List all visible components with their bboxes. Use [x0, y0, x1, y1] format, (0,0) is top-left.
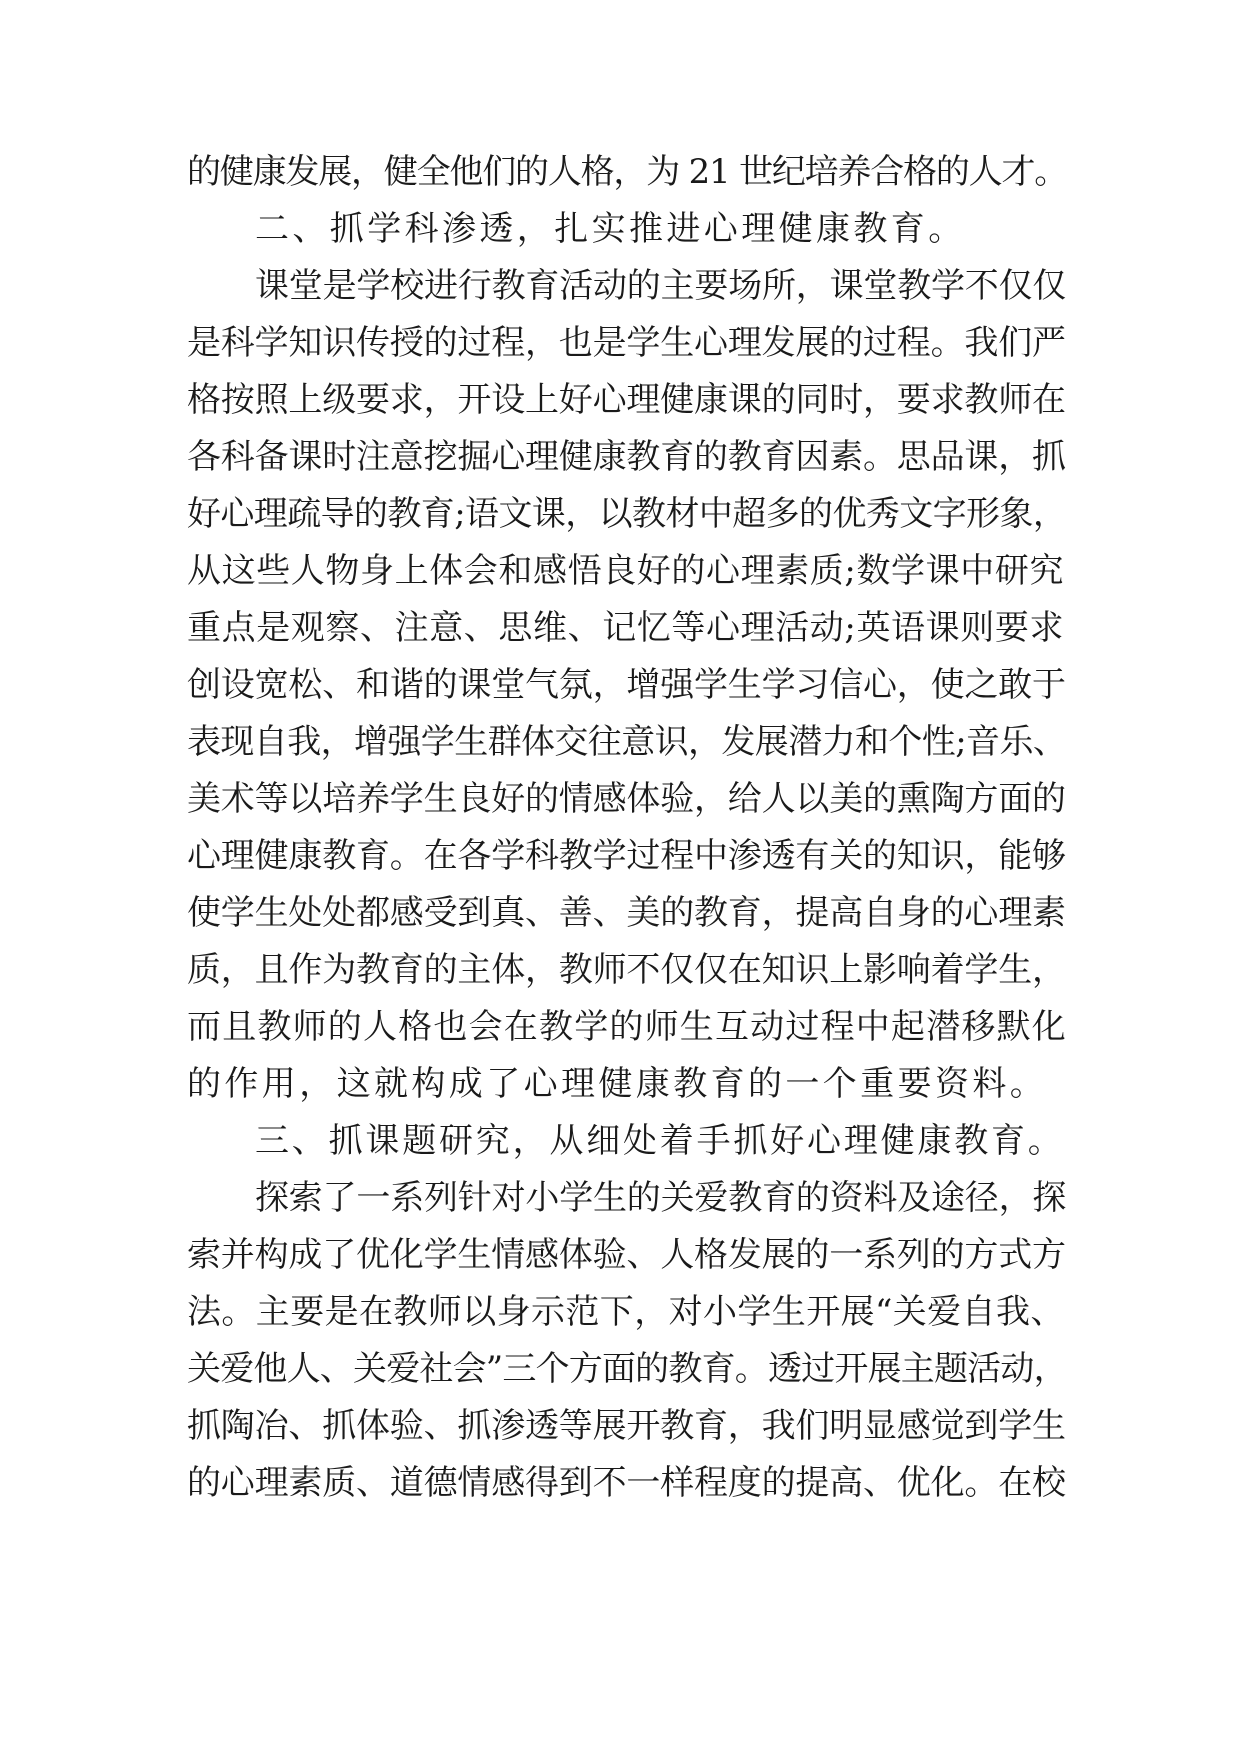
text-line: 课堂是学校进行教育活动的主要场所，课堂教学不仅仅: [255, 266, 1067, 306]
text-line: 是科学知识传授的过程，也是学生心理发展的过程。我们严: [187, 323, 1066, 363]
text-line: 重点是观察、注意、思维、记忆等心理活动;英语课则要求: [187, 608, 1065, 648]
text-line: 探索了一系列针对小学生的关爱教育的资料及途径，探: [255, 1178, 1067, 1218]
text-line: 从这些人物身上体会和感悟良好的心理素质;数学课中研究: [187, 551, 1065, 591]
section-heading: 三、抓课题研究，从细处着手抓好心理健康教育。: [255, 1121, 1065, 1161]
text-line: 好心理疏导的教育;语文课，以教材中超多的优秀文字形象，: [187, 494, 1067, 534]
text-line: 关爱他人、关爱社会”三个方面的教育。透过开展主题活动，: [187, 1349, 1067, 1389]
text-line: 质，且作为教育的主体，教师不仅仅在知识上影响着学生，: [187, 950, 1066, 990]
text-line: 的健康发展，健全他们的人格，为 21 世纪培养合格的人才。: [187, 152, 1068, 192]
text-line: 格按照上级要求，开设上好心理健康课的同时，要求教师在: [187, 380, 1066, 420]
text-line: 而且教师的人格也会在教学的师生互动过程中起潜移默化: [187, 1007, 1067, 1047]
text-line: 创设宽松、和谐的课堂气氛，增强学生学习信心，使之敢于: [187, 665, 1066, 705]
text-line: 法。主要是在教师以身示范下，对小学生开展“关爱自我、: [187, 1292, 1065, 1332]
section-heading: 二、抓学科渗透，扎实推进心理健康教育。: [255, 209, 966, 249]
text-line: 心理健康教育。在各学科教学过程中渗透有关的知识，能够: [187, 836, 1066, 876]
text-line: 的作用，这就构成了心理健康教育的一个重要资料。: [187, 1064, 1048, 1104]
text-line: 的心理素质、道德情感得到不一样程度的提高、优化。在校: [187, 1463, 1066, 1503]
text-line: 表现自我，增强学生群体交往意识，发展潜力和个性;音乐、: [187, 722, 1067, 762]
text-line: 使学生处处都感受到真、善、美的教育，提高自身的心理素: [187, 893, 1066, 933]
text-line: 抓陶冶、抓体验、抓渗透等展开教育，我们明显感觉到学生: [187, 1406, 1066, 1446]
text-line: 各科备课时注意挖掘心理健康教育的教育因素。思品课，抓: [187, 437, 1066, 477]
text-line: 美术等以培养学生良好的情感体验，给人以美的熏陶方面的: [187, 779, 1066, 819]
text-line: 索并构成了优化学生情感体验、人格发展的一系列的方式方: [187, 1235, 1066, 1275]
